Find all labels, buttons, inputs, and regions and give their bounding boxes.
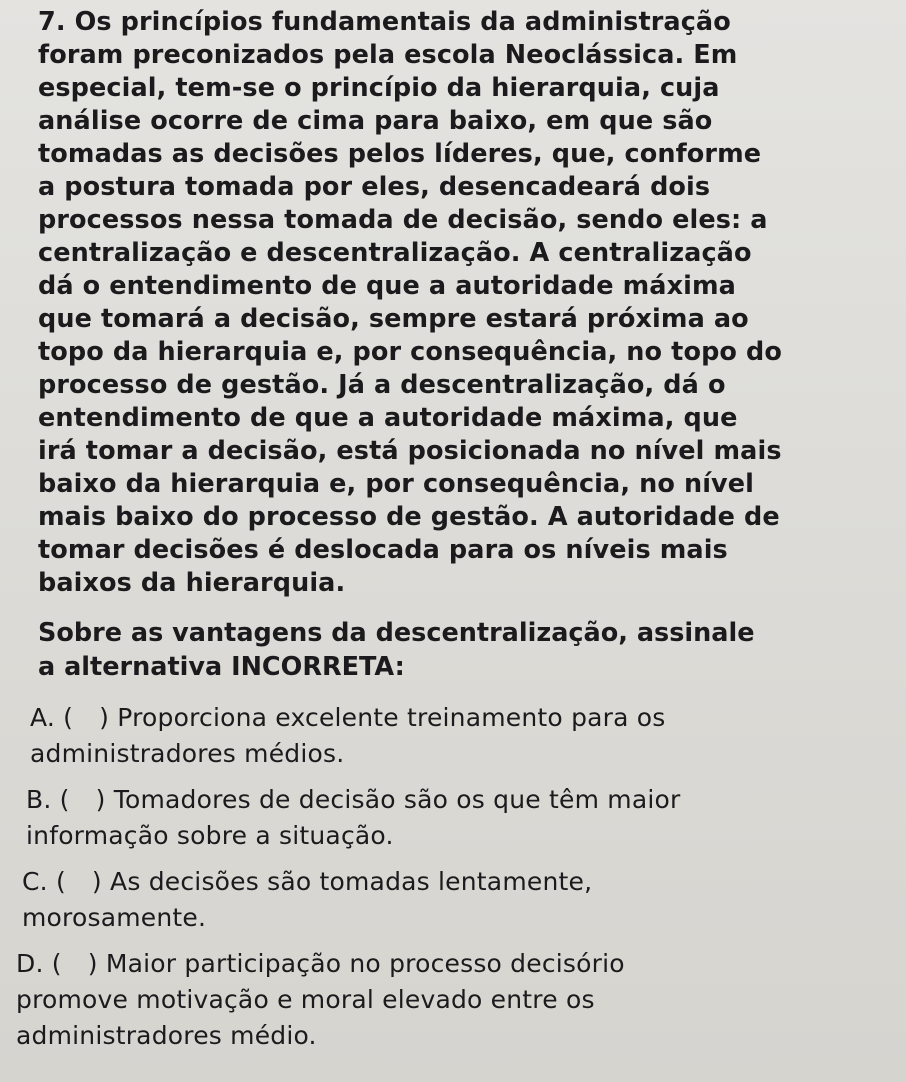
question-line: centralização e descentralização. A centralização bbox=[38, 238, 752, 268]
option-text: Proporciona excelente treinamento para os bbox=[117, 703, 666, 732]
option-line: administradores médio. bbox=[16, 1021, 317, 1050]
question-line: foram preconizados pela escola Neoclássica. Em bbox=[38, 40, 738, 70]
question-line: especial, tem-se o princípio da hierarquia, cuja bbox=[38, 73, 720, 103]
prompt-line: Sobre as vantagens da descentralização, assinale bbox=[38, 618, 755, 648]
question-line: baixo da hierarquia e, por consequência, no nível bbox=[38, 469, 754, 499]
option-text: Tomadores de decisão são os que têm maior bbox=[113, 785, 681, 814]
option-line: administradores médios. bbox=[30, 739, 345, 768]
question-text bbox=[38, 6, 888, 600]
option-line: promove motivação e moral elevado entre os bbox=[16, 985, 595, 1014]
question-line: dá o entendimento de que a autoridade máxima bbox=[38, 271, 736, 301]
option-line: morosamente. bbox=[22, 903, 207, 932]
question-line: baixos da hierarquia. bbox=[38, 568, 346, 598]
question-page bbox=[16, 6, 888, 1064]
question-line: que tomará a decisão, sempre estará próxima ao bbox=[38, 304, 749, 334]
option-line bbox=[26, 782, 888, 818]
question-line: processo de gestão. Já a descentralização, dá o bbox=[38, 370, 726, 400]
question-line: tomar decisões é deslocada para os níveis mais bbox=[38, 535, 728, 565]
option-line: informação sobre a situação. bbox=[26, 821, 394, 850]
option-letter: A. ( bbox=[30, 703, 74, 732]
option-c[interactable] bbox=[22, 864, 888, 936]
question-line: processos nessa tomada de decisão, sendo eles: a bbox=[38, 205, 768, 235]
option-d[interactable] bbox=[16, 946, 888, 1054]
option-close-paren: ) bbox=[99, 703, 110, 732]
prompt-line: a alternativa INCORRETA: bbox=[38, 652, 405, 682]
option-letter: D. ( bbox=[16, 949, 62, 978]
option-close-paren: ) bbox=[95, 785, 106, 814]
question-line: entendimento de que a autoridade máxima, que bbox=[38, 403, 738, 433]
option-letter: B. ( bbox=[26, 785, 70, 814]
question-line: a postura tomada por eles, desencadeará dois bbox=[38, 172, 711, 202]
option-letter: C. ( bbox=[22, 867, 66, 896]
question-line: 7. Os princípios fundamentais da administração bbox=[38, 7, 731, 37]
option-line bbox=[16, 946, 888, 982]
option-close-paren: ) bbox=[91, 867, 102, 896]
option-text: Maior participação no processo decisório bbox=[105, 949, 625, 978]
answer-options bbox=[16, 700, 888, 1054]
option-text: As decisões são tomadas lentamente, bbox=[110, 867, 593, 896]
question-line: irá tomar a decisão, está posicionada no nível mais bbox=[38, 436, 782, 466]
question-line: mais baixo do processo de gestão. A autoridade de bbox=[38, 502, 780, 532]
question-line: tomadas as decisões pelos líderes, que, conforme bbox=[38, 139, 762, 169]
option-a[interactable] bbox=[30, 700, 888, 772]
option-line bbox=[22, 864, 888, 900]
question-line: análise ocorre de cima para baixo, em que são bbox=[38, 106, 713, 136]
option-close-paren: ) bbox=[87, 949, 98, 978]
option-line bbox=[30, 700, 888, 736]
question-prompt bbox=[38, 616, 888, 684]
question-line: topo da hierarquia e, por consequência, no topo do bbox=[38, 337, 782, 367]
option-b[interactable] bbox=[26, 782, 888, 854]
